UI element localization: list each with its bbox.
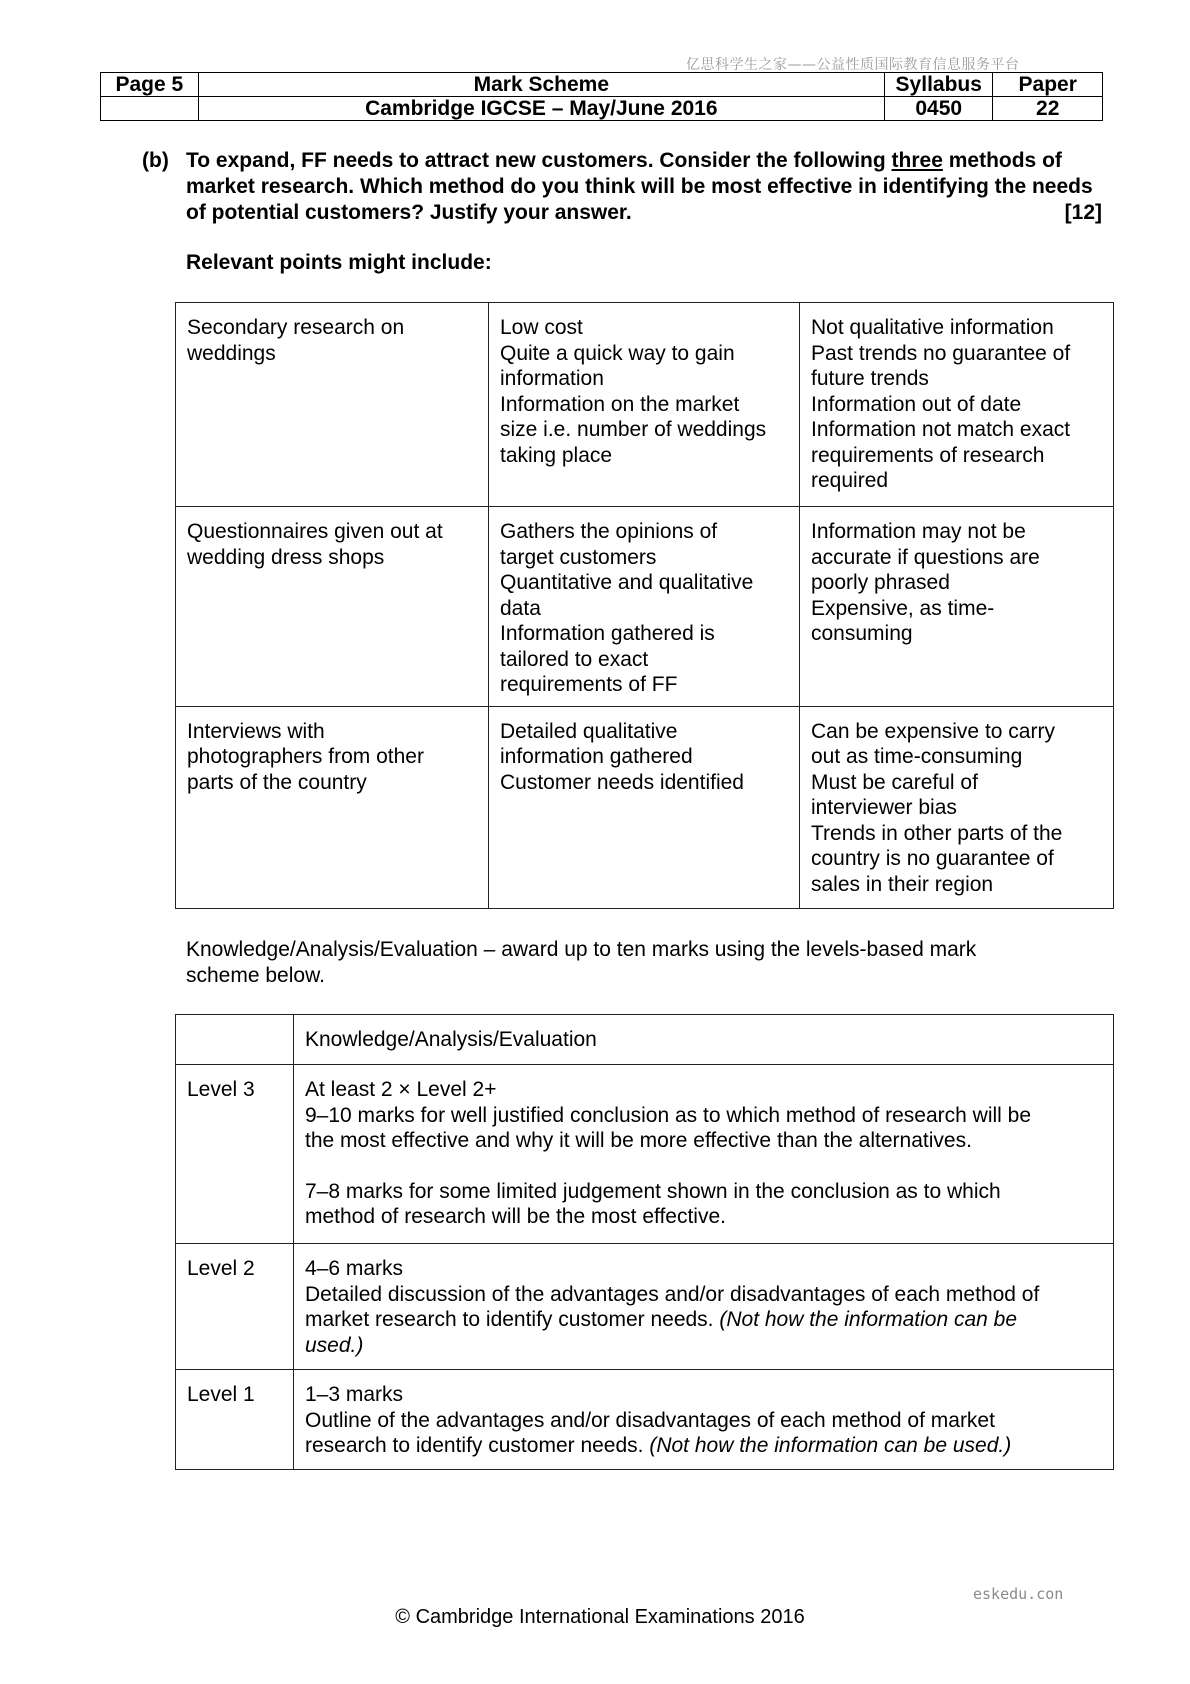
level-2-label: Level 2 xyxy=(176,1244,294,1370)
level-2-descriptor: 4–6 marks Detailed discussion of the advantages and/or disadvantages of each method of market research to identify customer needs. (Not how the information can be used.) xyxy=(294,1244,1114,1370)
syllabus-code: 0450 xyxy=(885,97,993,121)
relevant-points-heading: Relevant points might include: xyxy=(186,251,492,274)
level-1-label: Level 1 xyxy=(176,1370,294,1470)
watermark-bottom: eskedu.con xyxy=(973,1585,1064,1603)
points-cell-advantages: Low cost Quite a quick way to gain information Information on the market size i.e. number of weddings taking place xyxy=(489,303,800,507)
points-row xyxy=(176,303,1114,507)
points-cell-method: Secondary research on weddings xyxy=(176,303,489,507)
points-cell-advantages: Detailed qualitative information gathered Customer needs identified xyxy=(489,706,800,908)
document-title: Mark Scheme xyxy=(198,73,884,97)
points-cell-advantages: Gathers the opinions of target customers Quantitative and qualitative data Information gathered is tailored to exact requirements of FF xyxy=(489,507,800,707)
levels-table xyxy=(175,1014,1114,1470)
question-text: To expand, FF needs to attract new customers. Consider the following three methods of market research. Which method do you think will be most effective in identifying the needs of potential customers? Justify your answer. [12] xyxy=(186,149,1102,224)
level-1-descriptor: 1–3 marks Outline of the advantages and/or disadvantages of each method of market research to identify customer needs. (Not how the information can be used.) xyxy=(294,1370,1114,1470)
paper-label: Paper xyxy=(993,73,1103,97)
points-cell-disadvantages: Information may not be accurate if questions are poorly phrased Expensive, as time- consuming xyxy=(800,507,1114,707)
question-marks: [12] xyxy=(1064,201,1102,224)
points-cell-disadvantages: Not qualitative information Past trends no guarantee of future trends Information out of date Information not match exact requirements of research required xyxy=(800,303,1114,507)
exam-subtitle: Cambridge IGCSE – May/June 2016 xyxy=(198,97,884,121)
copyright-footer: © Cambridge International Examinations 2016 xyxy=(395,1606,805,1628)
syllabus-label: Syllabus xyxy=(885,73,993,97)
points-row xyxy=(176,706,1114,908)
level-3-label: Level 3 xyxy=(176,1065,294,1244)
underlined-word: three xyxy=(891,149,943,172)
points-cell-method: Questionnaires given out at wedding dress shops xyxy=(176,507,489,707)
watermark-top: 亿思科学生之家——公益性质国际教育信息服务平台 xyxy=(686,57,1020,73)
points-table xyxy=(175,302,1114,909)
points-cell-method: Interviews with photographers from other parts of the country xyxy=(176,706,489,908)
page-number: Page 5 xyxy=(101,73,199,97)
points-row xyxy=(176,507,1114,707)
question-label: (b) xyxy=(142,149,169,172)
levels-header: Knowledge/Analysis/Evaluation xyxy=(294,1015,1114,1065)
question-b xyxy=(142,148,1102,226)
kae-intro-text: Knowledge/Analysis/Evaluation – award up to ten marks using the levels-based mark scheme below. xyxy=(186,938,977,987)
levels-header-blank xyxy=(176,1015,294,1065)
paper-code: 22 xyxy=(993,97,1103,121)
header-blank-cell xyxy=(101,97,199,121)
points-cell-disadvantages: Can be expensive to carry out as time-consuming Must be careful of interviewer bias Trends in other parts of the country is no guarantee of sales in their region xyxy=(800,706,1114,908)
level-3-descriptor: At least 2 × Level 2+ 9–10 marks for well justified conclusion as to which method of research will be the most effective and why it will be more effective than the alternatives. 7–8 marks for some limited judgement shown in the conclusion as to which method of research will be the most effective. xyxy=(294,1065,1114,1244)
header-table xyxy=(100,72,1103,121)
